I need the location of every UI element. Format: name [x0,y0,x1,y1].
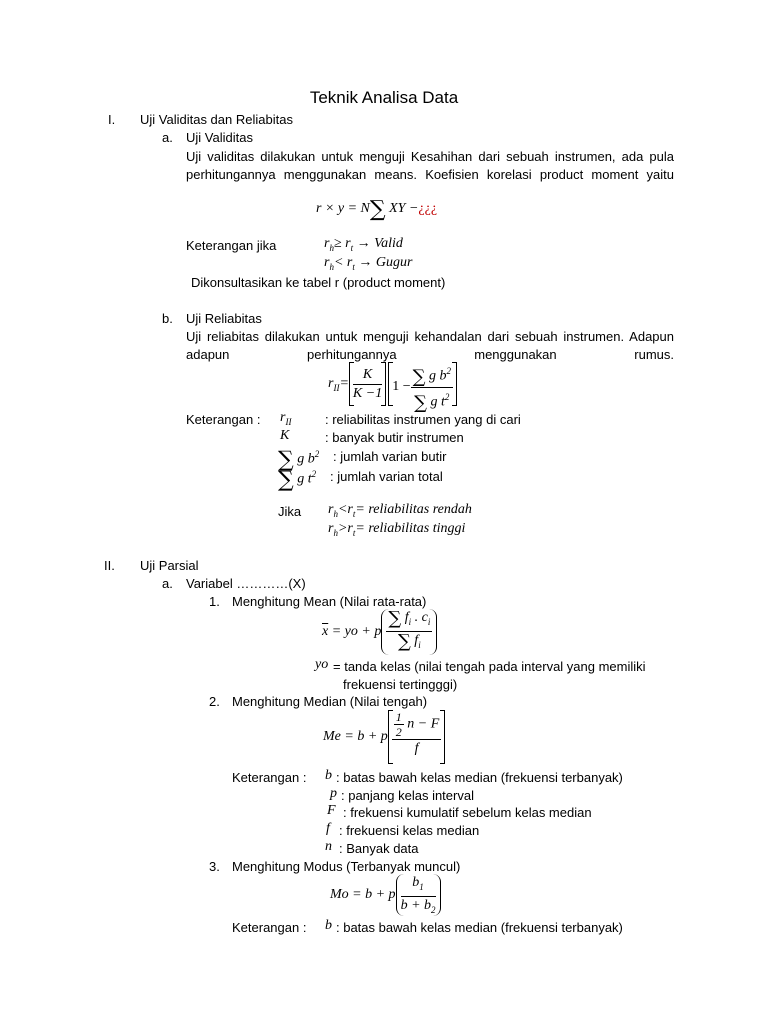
definition-F: : frekuensi kumulatif sebelum kelas median [343,805,592,820]
subsection-2a-letter: a. [162,576,173,591]
mode-keterangan-label: Keterangan : [232,920,307,935]
formula-error-glyph: ¿¿¿ [418,201,438,216]
reliability-formula: $r_{II}=$ $\frac{K}{K -1}$ 1 − $\frac{\sum g b^2}{\sum g t^2}$ [328,362,457,406]
symbol-n: n [325,839,332,854]
symbol-k: K [280,428,290,443]
symbol-sum-gb2: ∑ g $b^2$ [278,447,320,473]
definition-p: : panjang kelas interval [341,788,474,803]
median-keterangan-label: Keterangan : [232,770,307,785]
subsection-a-heading: Uji Validitas [186,130,253,145]
item-2-number: 2. [209,694,220,709]
item-1-number: 1. [209,594,220,609]
mode-formula: Mo = b + p $\frac{b_1}{b + b_2}$ [330,874,441,916]
item-3-heading: Menghitung Modus (Terbanyak muncul) [232,859,461,874]
definition-b: : batas bawah kelas median (frekuensi terbanyak) [336,770,623,785]
section-1-heading: Uji Validitas dan Reliabitas [140,112,293,127]
validitas-paragraph: Uji validitas dilakukan untuk menguji Kesahihan dari sebuah instrumen, ada pula perhitungannya menggunakan means. Koefisien korelasi product moment yaitu [186,149,674,182]
median-formula: Me = b + p $\frac{1}{2}$ n − F f [323,710,445,764]
definition-sum-gb2: : jumlah varian butir [333,449,447,464]
definition-f: : frekuensi kelas median [339,823,480,838]
symbol-f: f [326,821,330,836]
symbol-b: b [325,768,332,783]
condition-gugur: $r_h< r_t$ → Gugur [324,255,413,272]
definition-sum-gt2: : jumlah varian total [330,469,443,484]
definition-yo: = tanda kelas (nilai tengah pada interval yang memiliki [333,659,646,674]
item-2-heading: Menghitung Median (Nilai tengah) [232,694,428,709]
rule-rendah: $r_h<r_t=$ reliabilitas rendah [328,502,472,519]
definition-k: : banyak butir instrumen [325,430,464,445]
section-2-number: II. [104,558,115,573]
section-2-heading: Uji Parsial [140,558,199,573]
symbol-b-mode: b [325,918,332,933]
definition-r-ii: : reliabilitas instrumen yang di cari [325,412,521,427]
section-1-number: I. [108,112,116,127]
subsection-2a-heading: Variabel …………(X) [186,576,306,591]
item-3-number: 3. [209,859,220,874]
condition-valid: $r_h\ge r_t$ → Valid [324,236,403,253]
reliabilitas-keterangan-label: Keterangan : [186,412,261,427]
rule-tinggi: $r_h>r_t=$ reliabilitas tinggi [328,521,466,538]
jika-label: Jika [278,504,302,519]
item-1-heading: Menghitung Mean (Nilai rata-rata) [232,594,427,609]
symbol-p: p [330,786,337,801]
reliabilitas-paragraph: Uji reliabitas dilakukan untuk menguji kehandalan dari sebuah instrumen. Adapun adapun perhitungannya menggunakan rumus. [186,329,674,362]
keterangan-jika-label: Keterangan jika [186,238,277,253]
subsection-b-heading: Uji Reliabitas [186,311,262,326]
symbol-sum-gt2: ∑ g $t^2$ [278,467,317,493]
mean-formula: $\overline{x}$ = yo + p $\frac{\sum f_i . c_i}{\sum f_i}$ [322,609,437,655]
product-moment-formula: r × y = N∑ XY −¿¿¿ [316,197,438,222]
definition-n: : Banyak data [339,841,419,856]
definition-b-mode: : batas bawah kelas median (frekuensi terbanyak) [336,920,623,935]
symbol-r-ii: $r_{II}$ [280,410,292,427]
symbol-F: F [327,803,336,818]
symbol-yo: yo [315,657,329,672]
subsection-b-letter: b. [162,311,173,326]
subsection-a-letter: a. [162,130,173,145]
definition-yo-cont: frekuensi tertingggi) [343,677,458,692]
page-title: Teknik Analisa Data [309,88,459,107]
konsultasi-note: Dikonsultasikan ke tabel r (product moment) [191,275,446,290]
